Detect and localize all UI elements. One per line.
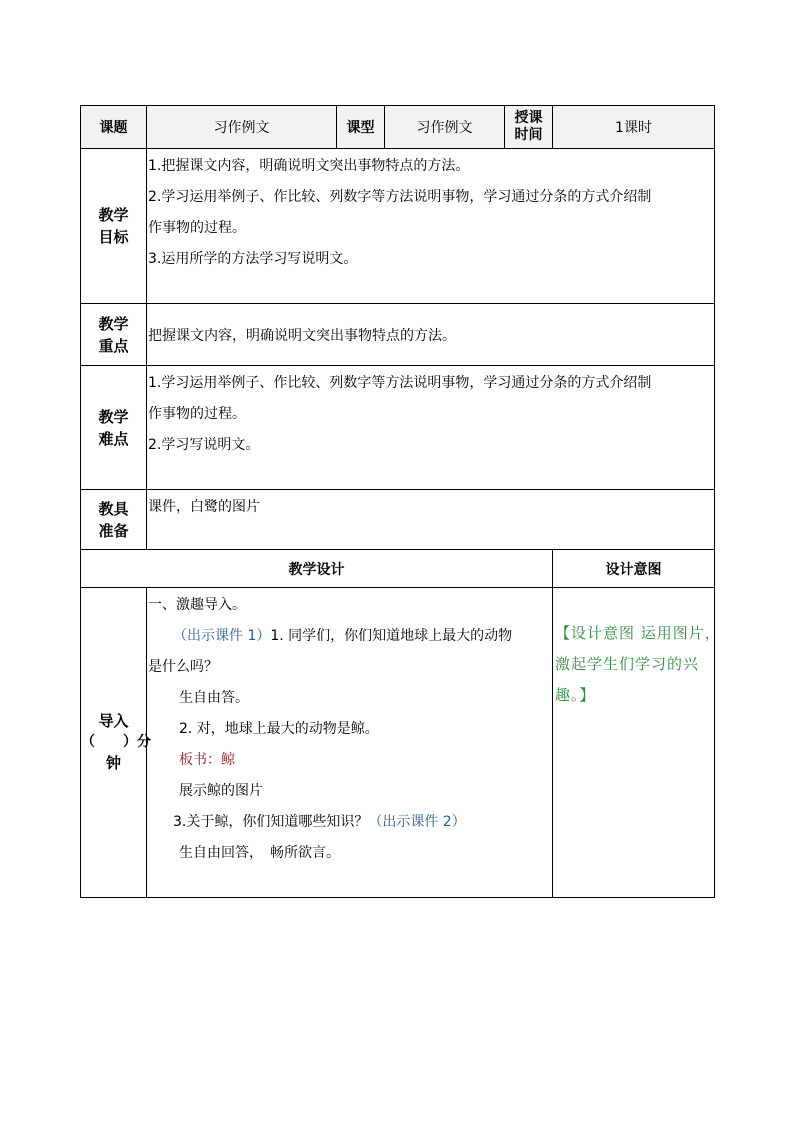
goals-label-line2: 目标: [98, 228, 129, 246]
goal-line: 2.学习运用举例子、作比较、列数字等方法说明事物，学习通过分条的方式介绍制: [148, 189, 652, 205]
time-label: [505, 106, 553, 149]
intro-answer-1: 生自由答。: [179, 690, 249, 706]
header-row: [81, 106, 715, 149]
materials-row: [81, 490, 715, 550]
intro-row: [81, 588, 715, 898]
design-header-left: 教学设计: [81, 550, 553, 588]
design-header-right: 设计意图: [553, 550, 715, 588]
question-3-text: 3.关于鲸，你们知道哪些知识？: [173, 814, 369, 830]
intro-question-1: [148, 621, 552, 652]
difficulty-line: 2.学习写说明文。: [148, 437, 260, 453]
key-points-label: [81, 304, 147, 366]
difficulties-label-line1: 教学: [98, 407, 129, 426]
type-label: 课型: [337, 106, 385, 149]
courseware-2-ref: （出示课件 2）: [368, 814, 466, 830]
goals-content: [147, 149, 715, 304]
intro-question-1-cont: 是什么吗？: [148, 659, 218, 675]
topic-label: 课题: [81, 106, 147, 149]
goals-row: [81, 149, 715, 304]
intro-question-3: [148, 807, 552, 838]
difficulties-label: [81, 366, 147, 490]
intent-line: 激起学生们学习的兴: [555, 655, 700, 673]
lesson-plan-table: [80, 105, 721, 898]
key-points-row: [81, 304, 715, 366]
materials-content: 课件，白鹭的图片: [147, 490, 715, 550]
intro-label-line3: 钟: [105, 754, 121, 772]
intro-label-line2: （ ）分: [81, 734, 151, 750]
difficulties-label-line2: 难点: [98, 429, 129, 448]
materials-label-line1: 教具: [98, 499, 129, 518]
key-points-content: 把握课文内容，明确说明文突出事物特点的方法。: [147, 304, 715, 366]
type-value: 习作例文: [385, 106, 505, 149]
topic-value: 习作例文: [147, 106, 337, 149]
intro-label-line1: 导入: [98, 712, 129, 730]
courseware-1-ref: （出示课件 1）: [173, 628, 271, 644]
goal-line: 作事物的过程。: [148, 220, 246, 236]
intro-content: [147, 588, 553, 898]
lesson-plan-page: [80, 105, 721, 898]
time-label-line2: 时间: [514, 127, 543, 143]
intro-show-picture: 展示鲸的图片: [179, 783, 263, 799]
intro-design-intent: [553, 588, 721, 898]
intent-line: 趣。】: [555, 686, 596, 704]
intro-label: [81, 588, 151, 898]
intent-line: 【设计意图 运用图片，: [555, 624, 721, 642]
difficulty-line: 作事物的过程。: [148, 406, 246, 422]
question-1-text: 1. 同学们，你们知道地球上最大的动物: [270, 628, 513, 644]
goals-label-line1: 教学: [98, 206, 129, 224]
goals-label: [81, 149, 147, 304]
intro-answer-2: 生自由回答， 畅所欲言。: [179, 845, 340, 861]
key-points-label-line2: 重点: [98, 336, 129, 355]
time-label-line1: 授课: [514, 110, 543, 126]
difficulties-content: [147, 366, 715, 490]
design-header-row: [81, 550, 715, 588]
goal-line: 3.运用所学的方法学习写说明文。: [148, 251, 358, 267]
key-points-label-line1: 教学: [98, 314, 129, 333]
intro-section-title: 一、激趣导入。: [148, 597, 246, 613]
intro-question-2: 2. 对，地球上最大的动物是鲸。: [179, 721, 379, 737]
difficulty-line: 1.学习运用举例子、作比较、列数字等方法说明事物，学习通过分条的方式介绍制: [148, 375, 652, 391]
time-value: 1课时: [553, 106, 715, 149]
goal-line: 1.把握课文内容，明确说明文突出事物特点的方法。: [148, 158, 470, 174]
materials-label: [81, 490, 147, 550]
materials-label-line2: 准备: [98, 521, 129, 540]
difficulties-row: [81, 366, 715, 490]
intro-board-note: 板书：鲸: [179, 752, 235, 768]
